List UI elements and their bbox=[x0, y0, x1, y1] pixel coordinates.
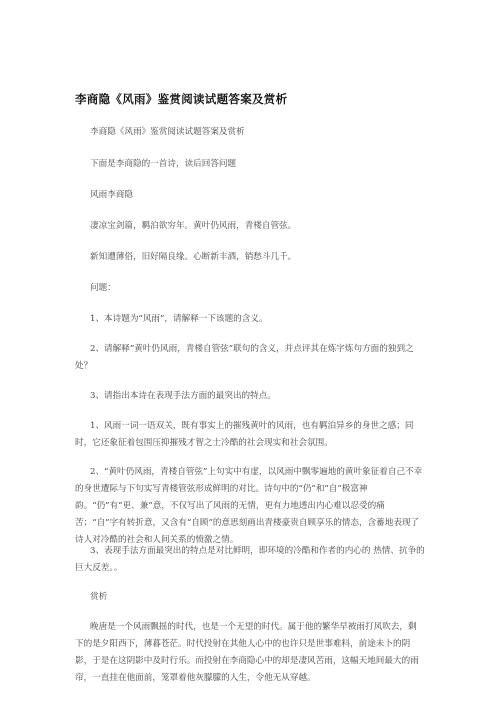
paragraph-subtitle: 李商隐《风雨》鉴赏阅读试题答案及赏析 bbox=[90, 127, 245, 137]
paragraph-answer-3: 3、表现手法方面最突出的特点是对比鲜明，即环境的冷酷和作者的内心的 热情、抗争的巨大反差。。 bbox=[75, 546, 425, 573]
paragraph-questions-label: 问题： bbox=[90, 283, 116, 293]
document-title: 李商隐《风雨》鉴赏阅读试题答案及赏析 bbox=[75, 92, 288, 106]
paragraph-appreciation-label: 赏析 bbox=[90, 592, 108, 602]
paragraph-appreciation-text: 晚唐是一个风雨飘摇的时代，也是一个无望的时代。属于他的繁华早被雨打风吹去，剩下的是夕阳西下，薄暮苍茫。时代投射在其他人心中的也许只是世事难料，前途未卜的阴影，于是在这阴影中及时行乐。而投射在李商隐心中的却是凄风苦雨，这幅天地间最大的雨帘，一直挂在他面前，笼罩着他灰朦朦的人生，令他无从穿越。 bbox=[75, 622, 419, 683]
paragraph-question-2: 2、请解释“黄叶仍风雨，青楼自管弦”联句的含义，并点评其在炼字炼句方面的独到之处？ bbox=[75, 344, 414, 371]
paragraph-poem-title: 风雨李商隐 bbox=[90, 190, 133, 200]
paragraph-poem-line-2: 新知遭薄俗，旧好隔良缘。心断新丰酒，销愁斗几千。 bbox=[90, 252, 297, 262]
paragraph-poem-line-1: 凄凉宝剑篇，羁泊欲穷年。黄叶仍风雨，青楼自管弦。 bbox=[90, 221, 297, 231]
paragraph-question-1: 1、本诗题为“风雨”，请解释一下该题的含义。 bbox=[90, 314, 268, 324]
paragraph-question-3: 3、请指出本诗在表现手法方面的最突出的特点。 bbox=[90, 391, 276, 401]
paragraph-answer-1: 1、风雨一词一语双关，既有事实上的摧残黄叶的风雨，也有羁泊异乡的身世之感；同时，它还象征着包围压抑摧残才智之士冷酷的社会现实和社会氛围。 bbox=[75, 421, 414, 448]
paragraph-intro: 下面是李商隐的一首诗，读后回答问题 bbox=[90, 159, 237, 169]
paragraph-answer-2: 2、“黄叶仍风雨，青楼自管弦”上句实中有虚，以风雨中飘零遍地的黄叶象征着自己不幸的身世遭际与下句实写青楼管弦形成鲜明的对比。诗句中的“仍”和“自”极富神韵。“仍”有“更、兼”意，不仅写出了风雨的无情，更有力地透出内心难以忍受的痛苦；“自”字有转折意，又含有“自顾”的意思刻画出青楼豪贵自顾享乐的情态，含蓄地表现了诗人对冷酷的社会和人间关系的愤激之情。 bbox=[75, 467, 423, 545]
